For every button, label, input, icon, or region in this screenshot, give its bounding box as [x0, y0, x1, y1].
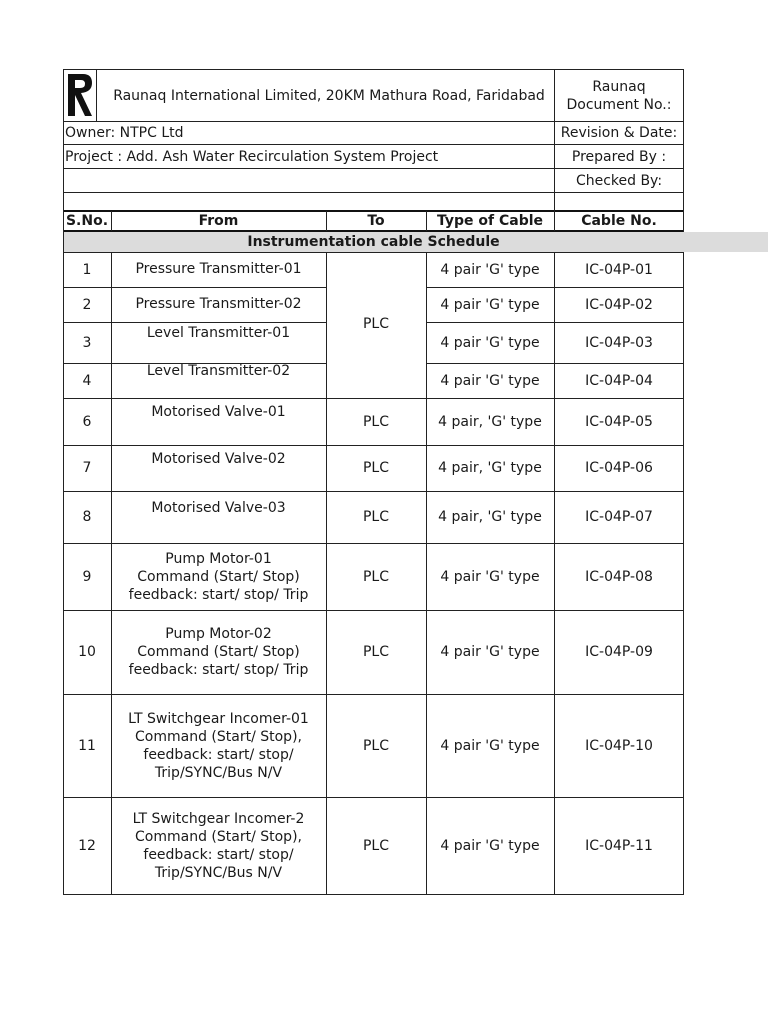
cell-to: PLC	[362, 837, 390, 854]
cell-sno: 1	[82, 261, 92, 278]
cell-type: 4 pair, 'G' type	[438, 460, 542, 476]
section-title: Instrumentation cable Schedule	[247, 234, 500, 250]
cell-from: Motorised Valve-02	[151, 451, 286, 467]
company-address: Raunaq International Limited, 20KM Mathura Road, Faridabad	[113, 88, 545, 104]
cell-cable-no: IC-04P-01	[585, 261, 653, 278]
to-merged-plc: PLC	[362, 316, 390, 332]
cell-sno: 7	[82, 460, 92, 476]
cell-from: LT Switchgear Incomer-2 Command (Start/ Stop), feedback: start/ stop/ Trip/SYNC/Bus N/V	[132, 810, 305, 881]
cell-type: 4 pair 'G' type	[440, 837, 540, 854]
company-logo	[65, 71, 95, 119]
cell-type: 4 pair, 'G' type	[438, 413, 542, 430]
cell-from: Motorised Valve-03	[151, 500, 286, 516]
cell-sno: 12	[78, 837, 96, 854]
cell-to: PLC	[362, 644, 390, 660]
cell-cable-no: IC-04P-02	[585, 296, 653, 313]
cell-type: 4 pair 'G' type	[440, 334, 540, 351]
cell-from: Pump Motor-02 Command (Start/ Stop) feedback: start/ stop/ Trip	[128, 626, 309, 678]
cell-type: 4 pair 'G' type	[440, 568, 540, 585]
cell-from: Level Transmitter-02	[146, 363, 291, 379]
cell-to: PLC	[362, 413, 390, 430]
document-no-label: Raunaq Document No.:	[566, 79, 672, 113]
cell-type: 4 pair 'G' type	[440, 296, 540, 313]
cell-sno: 3	[82, 334, 92, 351]
cell-cable-no: IC-04P-07	[585, 509, 653, 525]
cell-sno: 9	[82, 568, 92, 585]
cell-type: 4 pair 'G' type	[440, 644, 540, 660]
cell-from: LT Switchgear Incomer-01 Command (Start/ Stop), feedback: start/ stop/ Trip/SYNC/Bus N/V	[128, 710, 309, 781]
project-text: Project : Add. Ash Water Recirculation System Project	[65, 148, 439, 165]
col-header-type: Type of Cable	[436, 213, 544, 229]
cell-cable-no: IC-04P-05	[585, 413, 653, 430]
cell-to: PLC	[362, 737, 390, 754]
cell-cable-no: IC-04P-03	[585, 334, 653, 351]
cell-type: 4 pair 'G' type	[440, 372, 540, 389]
col-header-sno: S.No.	[65, 213, 109, 229]
cell-sno: 4	[82, 372, 92, 389]
cell-sno: 2	[82, 296, 92, 313]
cell-from: Pressure Transmitter-01	[135, 260, 302, 277]
cell-sno: 8	[82, 509, 92, 525]
cell-cable-no: IC-04P-06	[585, 460, 653, 476]
cell-to: PLC	[362, 509, 390, 525]
cell-cable-no: IC-04P-04	[585, 372, 653, 389]
col-header-cable-no: Cable No.	[581, 213, 657, 229]
col-header-to: To	[367, 213, 385, 229]
revision-date-label: Revision & Date:	[560, 124, 678, 141]
cell-from: Pump Motor-01 Command (Start/ Stop) feedback: start/ stop/ Trip	[128, 550, 309, 603]
col-header-from: From	[198, 213, 239, 229]
cell-from: Pressure Transmitter-02	[135, 295, 302, 312]
cell-type: 4 pair 'G' type	[440, 737, 540, 754]
cell-type: 4 pair 'G' type	[440, 261, 540, 278]
cell-from: Level Transmitter-01	[146, 325, 291, 341]
cell-sno: 11	[78, 737, 96, 754]
cell-cable-no: IC-04P-08	[585, 568, 653, 585]
prepared-by-label: Prepared By :	[571, 148, 667, 165]
cell-to: PLC	[362, 460, 390, 476]
cell-cable-no: IC-04P-09	[585, 644, 653, 660]
cell-cable-no: IC-04P-10	[585, 737, 653, 754]
cell-sno: 10	[78, 644, 96, 660]
cell-cable-no: IC-04P-11	[585, 837, 653, 854]
cell-sno: 6	[82, 413, 92, 430]
cell-to: PLC	[362, 568, 390, 585]
checked-by-label: Checked By:	[575, 172, 663, 189]
cell-from: Motorised Valve-01	[151, 404, 286, 420]
cell-type: 4 pair, 'G' type	[438, 509, 542, 525]
owner-text: Owner: NTPC Ltd	[65, 124, 184, 141]
